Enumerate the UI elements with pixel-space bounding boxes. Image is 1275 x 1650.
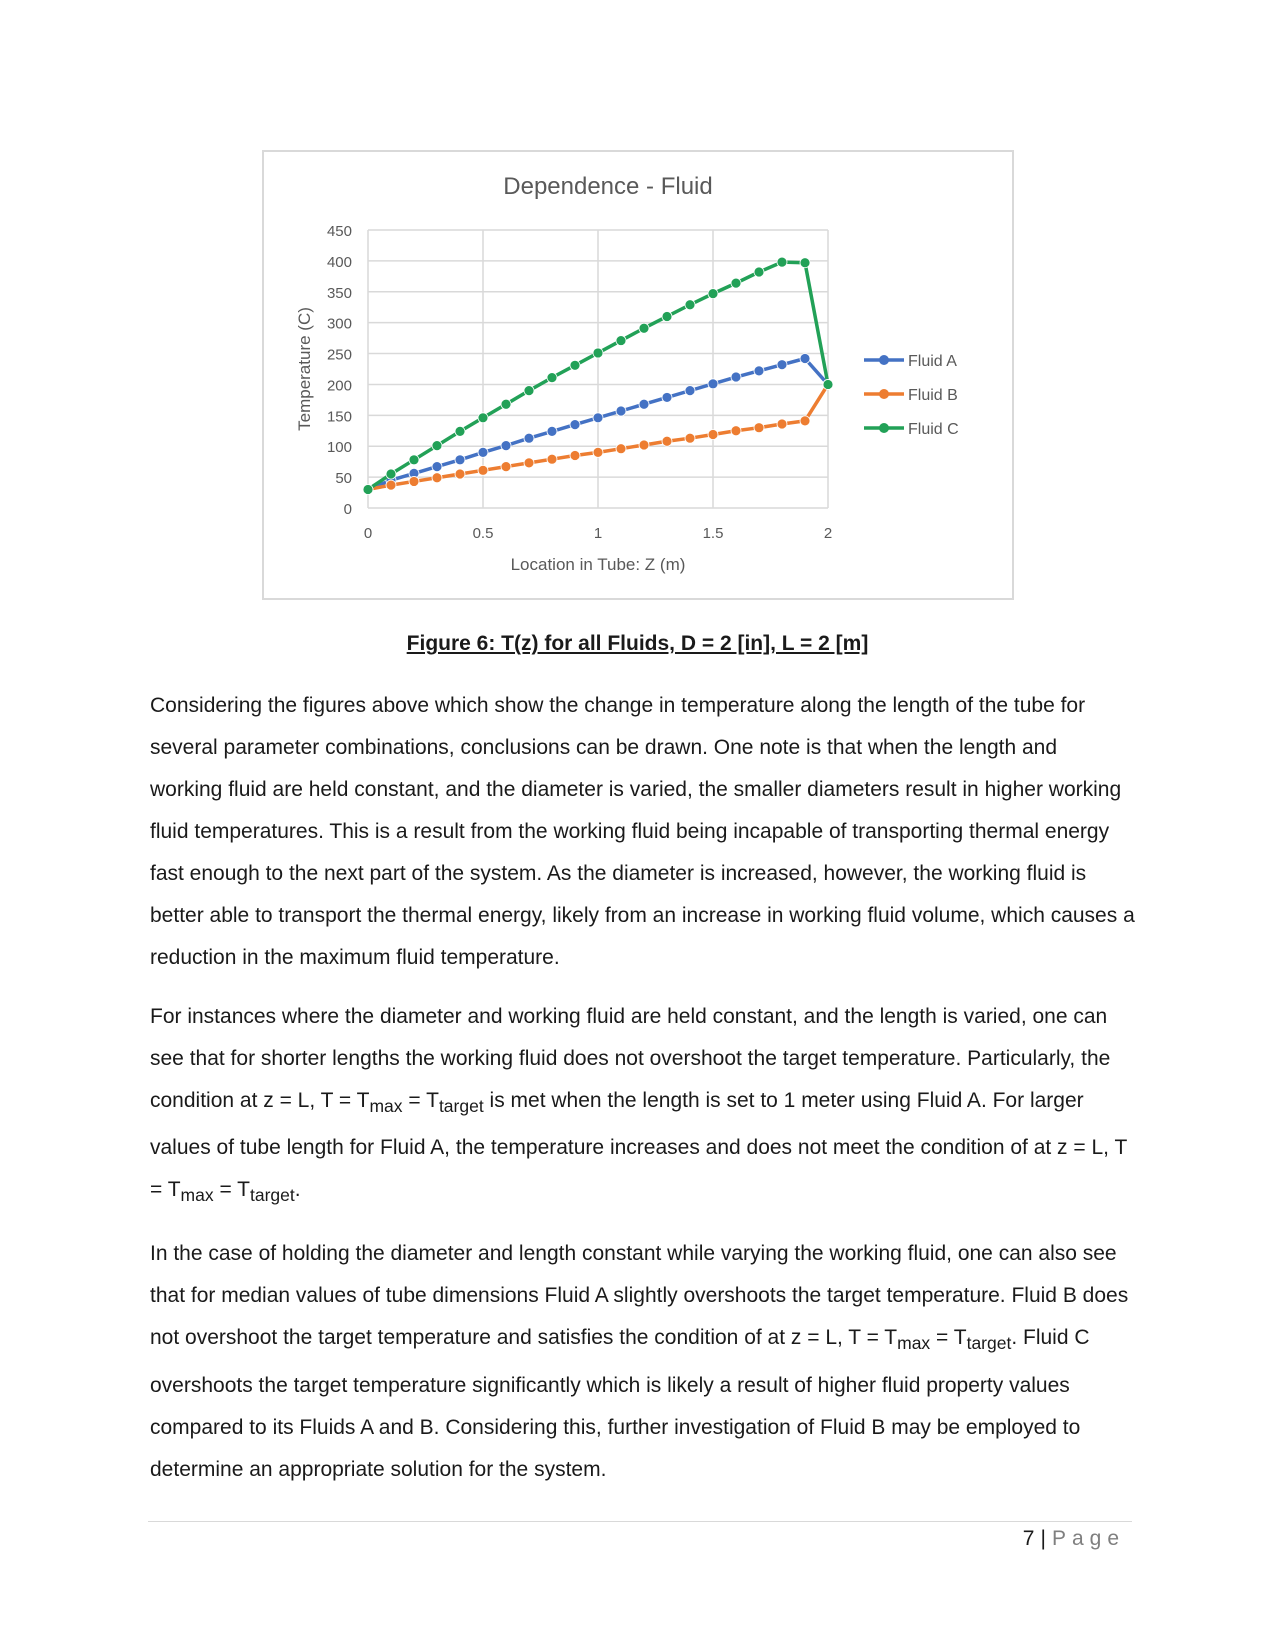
data-point-fluid-c [501, 399, 511, 409]
legend-marker-fluid-a [879, 355, 889, 365]
y-tick-label: 0 [343, 501, 352, 518]
page-label: Page [1051, 1527, 1125, 1550]
legend-marker-fluid-c [879, 423, 889, 433]
legend-label-fluid-b: Fluid B [908, 387, 958, 404]
data-point-fluid-b [547, 454, 557, 464]
data-point-fluid-b [386, 480, 396, 490]
data-point-fluid-c [777, 257, 787, 267]
data-point-fluid-a [570, 420, 580, 430]
data-point-fluid-b [501, 462, 511, 472]
data-point-fluid-b [639, 440, 649, 450]
data-point-fluid-a [547, 426, 557, 436]
data-point-fluid-a [455, 455, 465, 465]
y-tick-label: 350 [326, 284, 352, 302]
data-point-fluid-c [662, 311, 672, 321]
data-point-fluid-c [570, 360, 580, 370]
data-point-fluid-c [708, 289, 718, 299]
paragraph-1: Considering the figures above which show the change in temperature along the length of the tube for several parameter combinations, conclusions can be drawn. One note is that when the length and working fluid are held constant, and the diameter is varied, the smaller diameters result in higher working fluid temperatures. This is a result from the working fluid being incapable of transporting thermal energy fast enough to the next part of the system. As the diameter is increased, however, the working fluid is better able to transport the thermal energy, likely from an increase in working fluid volume, which causes a reduction in the maximum fluid temperature. [150, 694, 1135, 969]
page-number: 7 [1022, 1527, 1035, 1550]
data-point-fluid-b [731, 426, 741, 436]
paragraph-2: For instances where the diameter and working fluid are held constant, and the length is varied, one can see that for shorter lengths the working fluid does not overshoot the target temperature. Particularly, the condition at z = L, $T = T_{max} = T_{target}$ is met when the length is set to 1 meter using Fluid A. For larger values of tube length for Fluid A, the temperature increases and does not meet the condition of at z = L, $T = T_{max} = T_{target}$. [150, 1005, 1127, 1206]
y-tick-label: 100 [326, 439, 352, 457]
data-point-fluid-b [754, 423, 764, 433]
x-tick-label: 0.5 [472, 525, 494, 542]
data-point-fluid-a [639, 399, 649, 409]
data-point-fluid-b [616, 444, 626, 454]
y-tick-label: 450 [326, 223, 352, 240]
page-separator: | [1040, 1527, 1046, 1550]
data-point-fluid-b [685, 433, 695, 443]
data-point-fluid-b [478, 465, 488, 475]
data-point-fluid-c [547, 373, 557, 383]
x-tick-label: 0 [363, 525, 373, 542]
data-point-fluid-c [800, 258, 810, 268]
legend-label-fluid-c: Fluid C [908, 421, 959, 438]
data-point-fluid-b [800, 416, 810, 426]
x-tick-label: 1 [593, 525, 603, 542]
legend-marker-fluid-b [879, 389, 889, 399]
data-point-fluid-a [777, 360, 787, 370]
legend-label-fluid-a: Fluid A [908, 353, 957, 370]
data-point-fluid-a [800, 353, 810, 363]
data-point-fluid-c [685, 300, 695, 310]
chart-title: Dependence - Fluid [503, 173, 713, 200]
data-point-fluid-b [777, 419, 787, 429]
y-tick-label: 150 [326, 408, 352, 426]
x-tick-label: 1.5 [702, 525, 724, 542]
data-point-fluid-c [731, 278, 741, 288]
y-axis-label: Temperature (C) [295, 307, 314, 431]
data-point-fluid-a [685, 386, 695, 396]
data-point-fluid-c [432, 441, 442, 451]
y-tick-label: 50 [335, 470, 352, 488]
data-point-fluid-c [409, 455, 419, 465]
data-point-fluid-a [501, 441, 511, 451]
data-point-fluid-a [478, 447, 488, 457]
y-tick-label: 200 [326, 377, 352, 395]
data-point-fluid-c [455, 426, 465, 436]
body-text [150, 685, 1135, 1508]
paragraph-3: In the case of holding the diameter and length constant while varying the working fluid, one can also see that for median values of tube dimensions Fluid A slightly overshoots the target temperature. Fluid B does not overshoot the target temperature and satisfies the condition of at z = L, $T = T_{max} = T_{target}$. Fluid C overshoots the target temperature significantly which is likely a result of higher fluid property values compared to its Fluids A and B. Considering this, further investigation of Fluid B may be employed to determine an appropriate solution for the system. [150, 1242, 1129, 1481]
data-point-fluid-b [455, 469, 465, 479]
data-point-fluid-a [731, 372, 741, 382]
data-point-fluid-c [593, 348, 603, 358]
data-point-fluid-b [409, 476, 419, 486]
data-point-fluid-b [662, 436, 672, 446]
data-point-fluid-c [524, 386, 534, 396]
data-point-fluid-b [432, 473, 442, 483]
data-point-fluid-a [524, 433, 534, 443]
x-axis-label: Location in Tube: Z (m) [510, 555, 686, 574]
figure-caption: Figure 6: T(z) for all Fluids, D = 2 [in], L = 2 [m] [406, 632, 869, 655]
data-point-fluid-b [593, 447, 603, 457]
data-point-fluid-c [363, 484, 373, 494]
data-point-fluid-a [593, 413, 603, 423]
data-point-fluid-a [616, 406, 626, 416]
page-number-footer [1023, 1527, 1125, 1551]
data-point-fluid-c [386, 469, 396, 479]
data-point-fluid-c [754, 267, 764, 277]
y-tick-label: 250 [326, 346, 352, 364]
data-point-fluid-b [524, 458, 534, 468]
chart-container [262, 150, 1014, 600]
footer-divider [148, 1521, 1132, 1522]
data-point-fluid-b [570, 450, 580, 460]
data-point-fluid-b [708, 429, 718, 439]
data-point-fluid-a [432, 462, 442, 472]
data-point-fluid-a [708, 379, 718, 389]
y-tick-label: 300 [326, 315, 352, 333]
x-tick-label: 2 [823, 525, 833, 542]
data-point-fluid-c [616, 336, 626, 346]
temperature-line-chart [264, 152, 1016, 602]
data-point-fluid-c [823, 379, 833, 389]
data-point-fluid-a [754, 366, 764, 376]
data-point-fluid-a [662, 392, 672, 402]
data-point-fluid-c [639, 323, 649, 333]
y-tick-label: 400 [326, 253, 352, 271]
data-point-fluid-c [478, 413, 488, 423]
